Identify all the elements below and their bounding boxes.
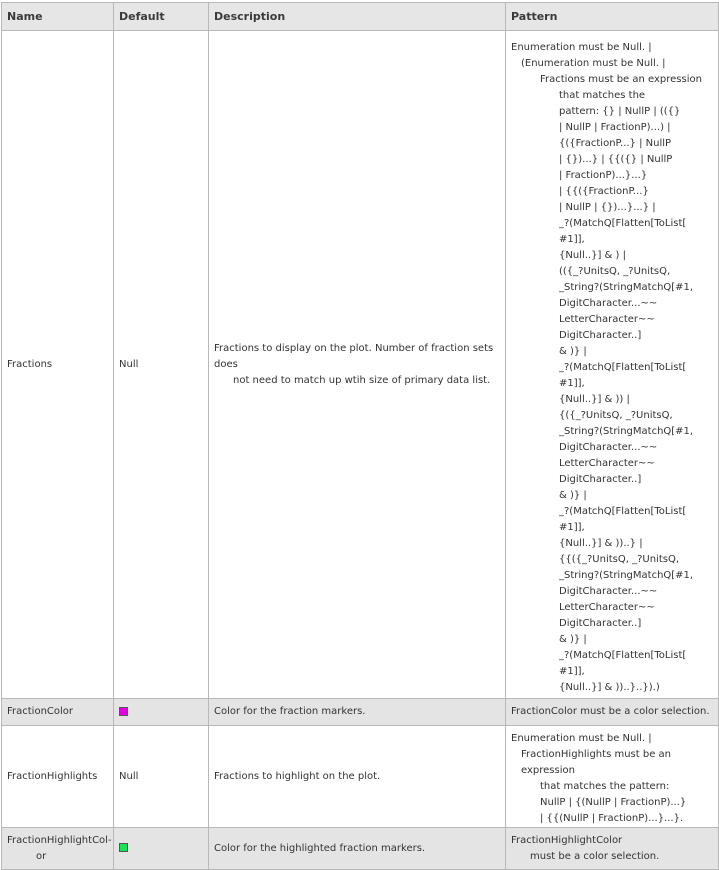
pattern-line: FractionHighlights must be an expression <box>521 749 671 776</box>
pattern-lines <box>511 40 713 696</box>
pattern-line: that matches the pattern: <box>540 781 670 792</box>
name-line: or <box>36 850 47 862</box>
header-default: Default <box>114 3 209 31</box>
option-pattern <box>506 31 719 699</box>
color-swatch <box>119 707 128 716</box>
description-line: Fractions to display on the plot. Number of fraction sets does <box>214 342 494 370</box>
pattern-line: Fractions must be an expression <box>540 73 702 85</box>
pattern-line: Enumeration must be Null. | <box>511 733 652 744</box>
pattern-line: {Null..}] & ))..} | <box>559 537 643 549</box>
pattern-line: that matches the <box>559 89 646 101</box>
header-description: Description <box>209 3 506 31</box>
pattern-line: | {})...} | {{({} | NullP <box>559 153 673 165</box>
pattern-line: DigitCharacter...~~ <box>559 441 658 453</box>
pattern-line: (({_?UnitsQ, _?UnitsQ, <box>559 265 671 277</box>
pattern-line: DigitCharacter..] <box>559 329 642 341</box>
pattern-line: _?(MatchQ[Flatten[ToList[ <box>559 505 687 517</box>
table-row <box>2 828 719 870</box>
pattern-line: _String?(StringMatchQ[#1, <box>559 425 694 437</box>
pattern-line: {{({_?UnitsQ, _?UnitsQ, <box>559 553 680 565</box>
table-row <box>2 699 719 726</box>
option-default: Null <box>114 726 209 828</box>
pattern-line: LetterCharacter~~ <box>559 601 655 613</box>
pattern-line: {Null..}] & ))..}..}).) <box>559 681 660 693</box>
pattern-line: _?(MatchQ[Flatten[ToList[ <box>559 361 687 373</box>
header-row <box>2 3 719 31</box>
pattern-line: #1]], <box>559 233 585 245</box>
table-row <box>2 31 719 699</box>
pattern-line: | {{(NullP | FractionP)...}...}. <box>540 813 684 824</box>
pattern-line: (Enumeration must be Null. | <box>521 57 666 69</box>
option-description <box>209 31 506 699</box>
option-name: Fractions <box>2 31 114 699</box>
pattern-line: #1]], <box>559 377 585 389</box>
pattern-line: _?(MatchQ[Flatten[ToList[ <box>559 649 687 661</box>
option-name: FractionColor <box>2 699 114 726</box>
option-description: Color for the highlighted fraction markers. <box>209 828 506 870</box>
pattern-line: _String?(StringMatchQ[#1, <box>559 281 694 293</box>
pattern-line: must be a color selection. <box>530 850 660 862</box>
pattern-line: #1]], <box>559 665 585 677</box>
option-default: Null <box>114 31 209 699</box>
pattern-line: | FractionP)...}...} <box>559 169 648 181</box>
pattern-line: & )} | <box>559 633 587 645</box>
option-default <box>114 699 209 726</box>
option-default <box>114 828 209 870</box>
name-line: FractionHighlightCol- <box>7 834 112 846</box>
header-name: Name <box>2 3 114 31</box>
options-table <box>1 2 719 870</box>
pattern-line: {Null..}] & )) | <box>559 393 630 405</box>
pattern-line: _String?(StringMatchQ[#1, <box>559 569 694 581</box>
pattern-line: DigitCharacter..] <box>559 617 642 629</box>
pattern-line: {({FractionP...} | NullP <box>559 137 672 149</box>
pattern-line: LetterCharacter~~ <box>559 313 655 325</box>
pattern-line: & )} | <box>559 345 587 357</box>
pattern-lines <box>511 731 713 827</box>
pattern-line: | {{({FractionP...} <box>559 185 649 197</box>
pattern-line: FractionHighlightColor <box>511 834 623 846</box>
header-pattern: Pattern <box>506 3 719 31</box>
table-row <box>2 726 719 828</box>
pattern-line: | NullP | {})...}...} | <box>559 201 656 213</box>
pattern-line: LetterCharacter~~ <box>559 457 655 469</box>
pattern-line: & )} | <box>559 489 587 501</box>
pattern-line: DigitCharacter...~~ <box>559 585 658 597</box>
option-name: FractionHighlights <box>2 726 114 828</box>
option-description: Color for the fraction markers. <box>209 699 506 726</box>
pattern-line: pattern: {} | NullP | (({} <box>559 105 681 117</box>
pattern-line: Enumeration must be Null. | <box>511 41 652 53</box>
option-pattern: FractionColor must be a color selection. <box>506 699 719 726</box>
pattern-line: {Null..}] & ) | <box>559 249 626 261</box>
pattern-line: {({_?UnitsQ, _?UnitsQ, <box>559 409 673 421</box>
pattern-line: | NullP | FractionP)...) | <box>559 121 671 133</box>
option-pattern <box>506 726 719 828</box>
option-pattern <box>506 828 719 870</box>
pattern-line: NullP | {(NullP | FractionP)...} <box>540 797 687 808</box>
pattern-line: _?(MatchQ[Flatten[ToList[ <box>559 217 687 229</box>
pattern-line: DigitCharacter...~~ <box>559 297 658 309</box>
option-description: Fractions to highlight on the plot. <box>209 726 506 828</box>
option-name <box>2 828 114 870</box>
color-swatch <box>119 843 128 852</box>
description-line: not need to match up wtih size of primary data list. <box>233 374 491 386</box>
pattern-line: #1]], <box>559 521 585 533</box>
pattern-line: DigitCharacter..] <box>559 473 642 485</box>
